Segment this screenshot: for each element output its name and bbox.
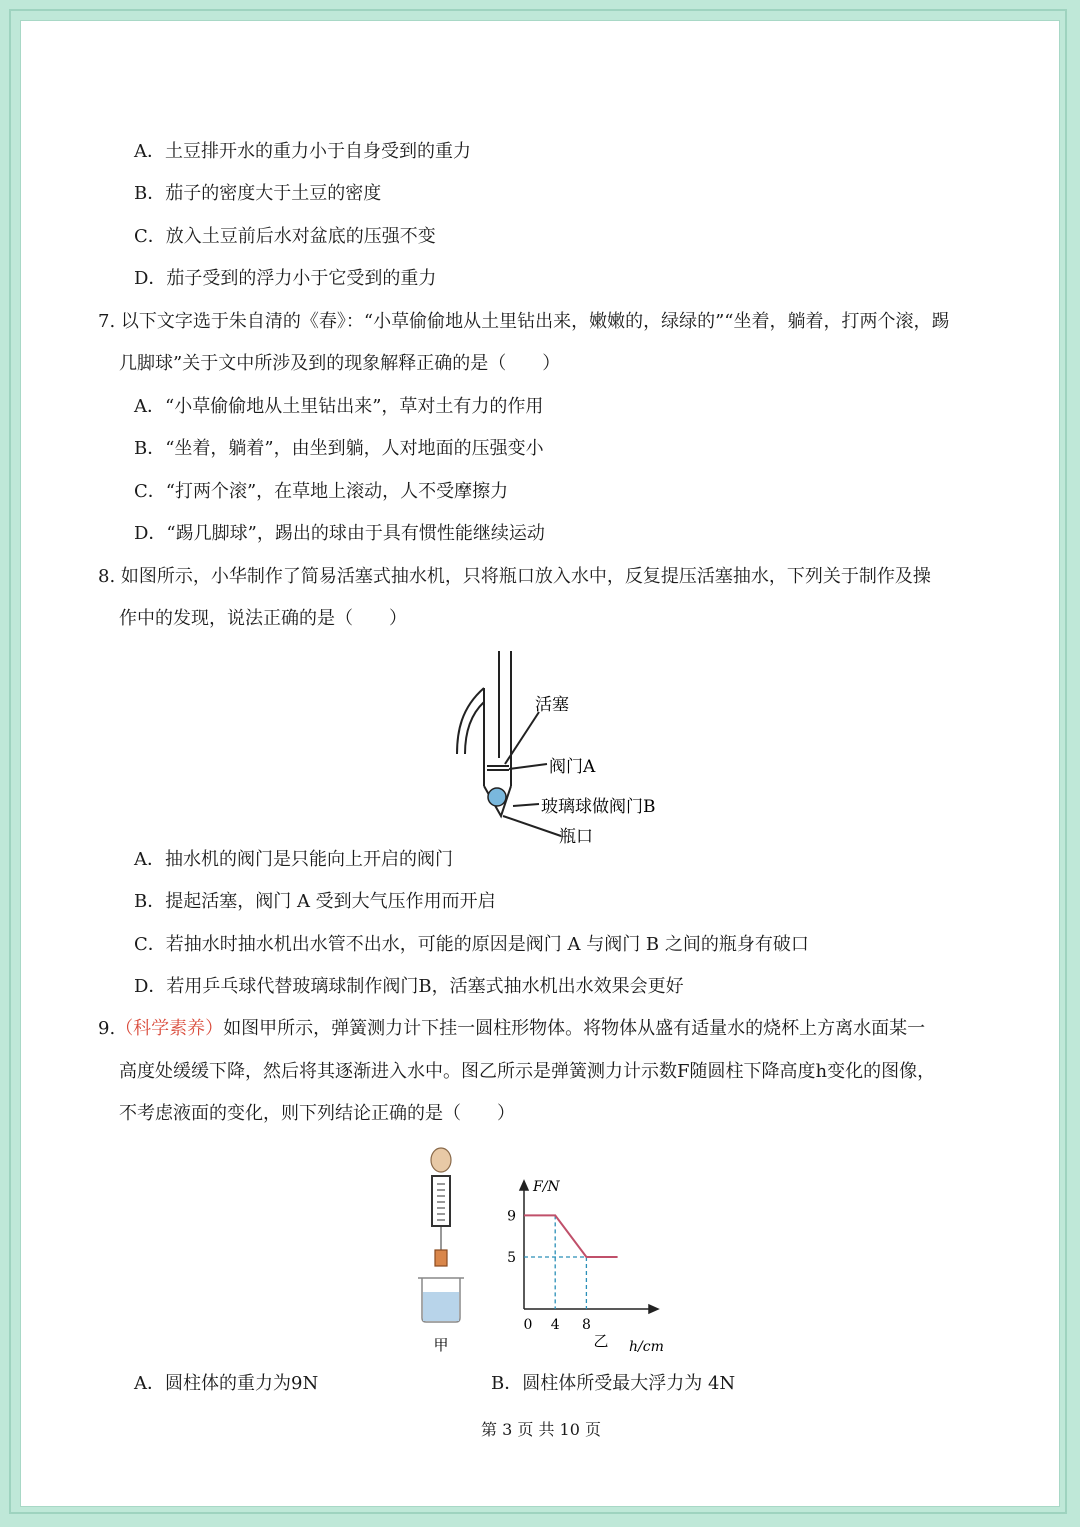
q8-stem-line1: 8. 如图所示，小华制作了简易活塞式抽水机，只将瓶口放入水中，反复提压活塞抽水，下列关于制作及操	[98, 566, 931, 587]
q8-option-a: A．抽水机的阀门是只能向上开启的阀门	[134, 849, 453, 870]
q9-stem-text: 如图甲所示，弹簧测力计下挂一圆柱形物体。将物体从盛有适量水的烧杯上方离水面某一	[223, 1018, 926, 1039]
page-footer: 第 3 页 共 10 页	[481, 1420, 601, 1439]
spring-scale-figure	[406, 1146, 476, 1356]
y-tick-label-9: 9	[507, 1208, 516, 1225]
q8-option-c: C．若抽水时抽水机出水管不出水，可能的原因是阀门 A 与阀门 B 之间的瓶身有破口	[134, 934, 809, 955]
pump-figure	[421, 646, 681, 847]
q7-option-d: D．“踢几脚球”，踢出的球由于具有惯性能继续运动	[134, 523, 545, 544]
x-axis-arrow	[649, 1305, 658, 1313]
q9-stem-line1	[98, 1018, 925, 1040]
q6-option-b: B．茄子的密度大于土豆的密度	[134, 183, 382, 204]
figure-label-valve-a: 阀门A	[549, 757, 596, 777]
q9-stem-line2: 高度处缓缓下降，然后将其逐渐进入水中。图乙所示是弹簧测力计示数F随圆柱下降高度h变化的图像，	[119, 1061, 936, 1082]
cylinder-object	[435, 1250, 447, 1266]
exam-page	[20, 20, 1060, 1507]
q7-option-b: B．“坐着，躺着”，由坐到躺，人对地面的压强变小	[134, 438, 544, 459]
q9-stem-line3: 不考虑液面的变化，则下列结论正确的是（ ）	[119, 1103, 515, 1124]
figure-label-jia: 甲	[433, 1336, 449, 1354]
q6-option-d: D．茄子受到的浮力小于它受到的重力	[134, 268, 437, 289]
x-tick-label-0: 0	[523, 1317, 533, 1333]
q9-number: 9.	[98, 1018, 116, 1039]
hand-icon	[431, 1148, 451, 1172]
q8-option-b: B．提起活塞，阀门 A 受到大气压作用而开启	[134, 891, 496, 912]
beaker-water	[423, 1292, 459, 1321]
figure-label-bottle-mouth: 瓶口	[559, 827, 593, 847]
y-axis-arrow	[520, 1181, 528, 1190]
q8-option-d: D．若用乒乓球代替玻璃球制作阀门B，活塞式抽水机出水效果会更好	[134, 976, 684, 997]
x-axis-label: h/cm	[629, 1339, 664, 1355]
q6-option-c: C．放入土豆前后水对盆底的压强不变	[134, 226, 436, 247]
x-tick-label-4: 4	[550, 1317, 560, 1333]
series-line	[524, 1215, 618, 1257]
y-axis-label: F/N	[533, 1179, 560, 1195]
q7-option-c: C．“打两个滚”，在草地上滚动，人不受摩擦力	[134, 481, 509, 502]
q9-option-a: A．圆柱体的重力为9N	[134, 1373, 319, 1394]
q8-stem-line2: 作中的发现，说法正确的是（ ）	[119, 608, 407, 629]
x-tick-label-8: 8	[581, 1317, 591, 1333]
y-tick-label-5: 5	[507, 1250, 516, 1266]
q6-option-a: A．土豆排开水的重力小于自身受到的重力	[134, 141, 471, 162]
q7-stem-line2: 几脚球”关于文中所涉及到的现象解释正确的是（ ）	[119, 353, 561, 374]
figure-label-yi: 乙	[593, 1332, 609, 1350]
q9-tag: （科学素养）	[115, 1018, 224, 1039]
force-height-chart	[501, 1176, 701, 1356]
q9-option-b: B．圆柱体所受最大浮力为 4N	[491, 1373, 736, 1394]
figure-label-piston: 活塞	[535, 695, 569, 715]
q7-stem-line1: 7. 以下文字选于朱自清的《春》：“小草偷偷地从土里钻出来，嫩嫩的，绿绿的”“坐着，躺着，打两个滚，踢	[98, 311, 950, 332]
figure-label-valve-b: 玻璃球做阀门B	[541, 797, 656, 817]
q7-option-a: A．“小草偷偷地从土里钻出来”，草对土有力的作用	[134, 396, 544, 417]
glass-ball-valve	[488, 788, 506, 806]
